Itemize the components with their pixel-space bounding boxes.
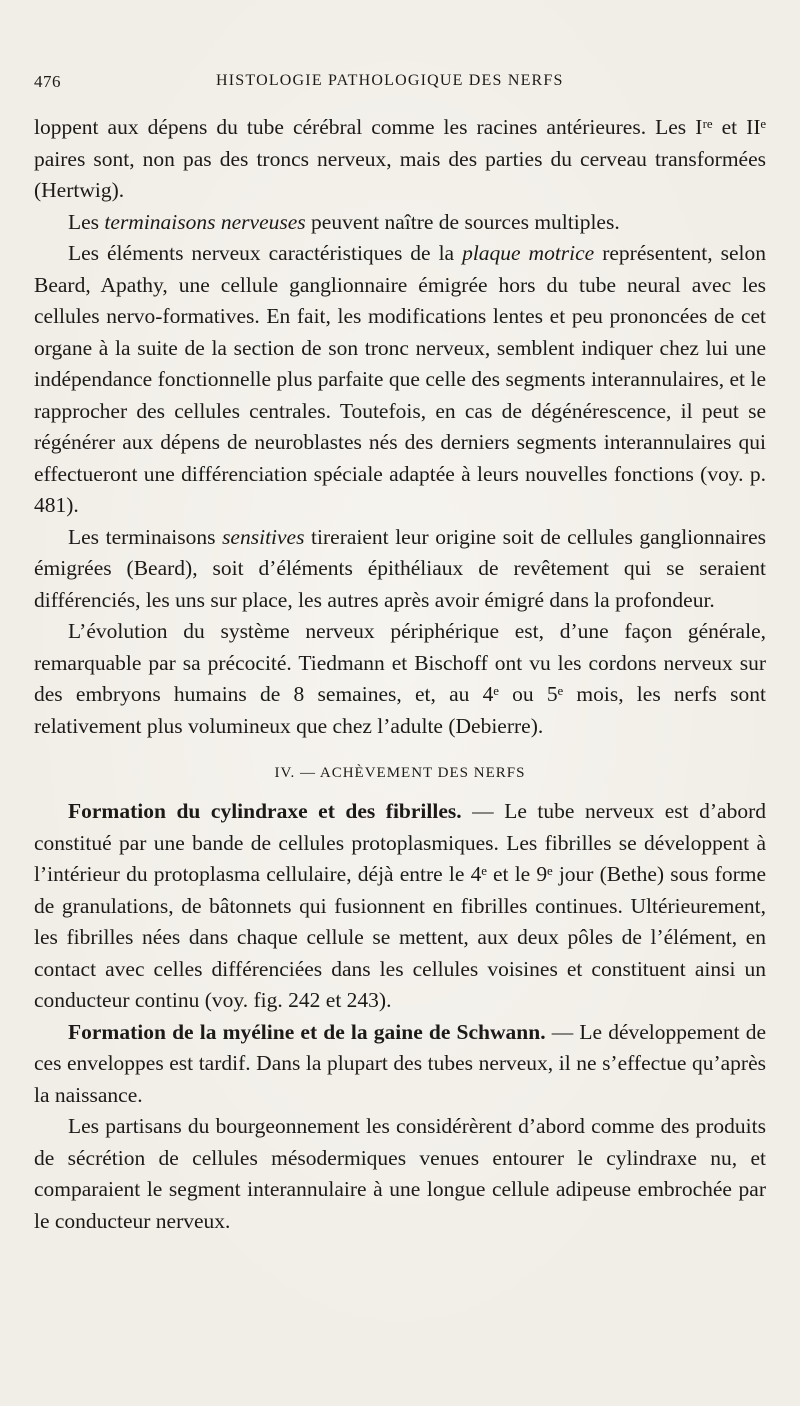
page-number: 476 [34, 72, 61, 91]
paragraph-2-pre: Les [68, 209, 105, 234]
paragraph-4 [34, 522, 766, 617]
running-title: HISTOLOGIE PATHOLOGIQUE DES NERFS [216, 72, 564, 89]
paragraph-3 [34, 238, 766, 522]
page-header [34, 72, 774, 100]
paragraph-4-pre: Les terminaisons [68, 524, 223, 549]
paragraph-5: L’évolution du système nerveux périphérique est, d’une façon générale, remarquable par sa précocité. Tiedmann et Bischoff ont vu les cordons nerveux sur des embryons humains de 8 semaines, et, au 4ᵉ ou 5ᵉ mois, les nerfs sont relativement plus volumineux que chez l’adulte (Debierre). [34, 619, 766, 738]
term-terminaisons-nerveuses: terminaisons nerveuses [104, 209, 306, 234]
paragraph-7-body: — Le développement de ces enveloppes est tardif. Dans la plupart des tubes nerveux, il ne s’effectue qu’après la naissance. [34, 1019, 766, 1107]
paragraph-4-post: tireraient leur origine soit de cellules ganglionnaires émigrées (Beard), soit d’éléments épithéliaux de revêtement qui se seraient différenciés, les uns sur place, les autres après avoir émigré dans la profondeur. [34, 524, 766, 612]
paragraph-7 [34, 1017, 766, 1112]
body-text [34, 112, 766, 1237]
paragraph-3-pre: Les éléments nerveux caractéristiques de la [68, 241, 463, 265]
section-heading: IV. — ACHÈVEMENT DES NERFS [274, 765, 526, 781]
paragraph-2 [34, 207, 766, 239]
paragraph-6-body: — Le tube nerveux est d’abord constitué par une bande de cellules protoplasmiques. Les fibrilles se développent à l’intérieur du protoplasma cellulaire, déjà entre le 4ᵉ et le 9ᵉ jour (Bethe) sous forme de granulations, de bâtonnets qui fusionnent en fibrilles continues. Ultérieurement, les fibrilles nées dans chaque cellule se mettent, aux deux pôles de l’élément, en contact avec celles différenciées dans les cellules voisines et constituent ainsi un conducteur continu (voy. fig. 242 et 243). [34, 799, 766, 1012]
paragraph-6-heading: Formation du cylindraxe et des fibrilles. [68, 799, 462, 823]
paragraph-3-post: représentent, selon Beard, Apathy, une cellule ganglionnaire émigrée hors du tube neural avec les cellules nervo-formatives. En fait, les modifications lentes et peu prononcées de cet organe à la suite de la section de son tronc nerveux, semblent indiquer chez lui une indépendance fonctionnelle plus parfaite que celle des segments interannulaires, et le rapprocher des cellules centrales. Toutefois, en cas de dégénérescence, il peut se régénérer aux dépens de neuroblastes nés des derniers segments interannulaires qui effectueront une différenciation spéciale adaptée à leurs nouvelles fonctions (voy. p. 481). [34, 241, 766, 517]
term-sensitives: sensitives [222, 524, 305, 549]
paragraph-8: Les partisans du bourgeonnement les considérèrent d’abord comme des produits de sécrétion de cellules mésodermiques venues entourer le cylindraxe nu, et comparaient le segment interannulaire à une longue cellule adipeuse embrochée par le conducteur nerveux. [34, 1114, 766, 1233]
term-plaque-motrice: plaque motrice [462, 241, 595, 265]
paragraph-2-post: peuvent naître de sources multiples. [305, 209, 620, 234]
paragraph-6 [34, 796, 766, 1017]
paragraph-1: loppent aux dépens du tube cérébral comme les racines antérieures. Les Iʳᵉ et IIᵉ paires sont, non pas des troncs nerveux, mais des parties du cerveau transformées (Hertwig). [34, 115, 766, 202]
paragraph-7-heading: Formation de la myéline et de la gaine de Schwann. [68, 1019, 546, 1044]
